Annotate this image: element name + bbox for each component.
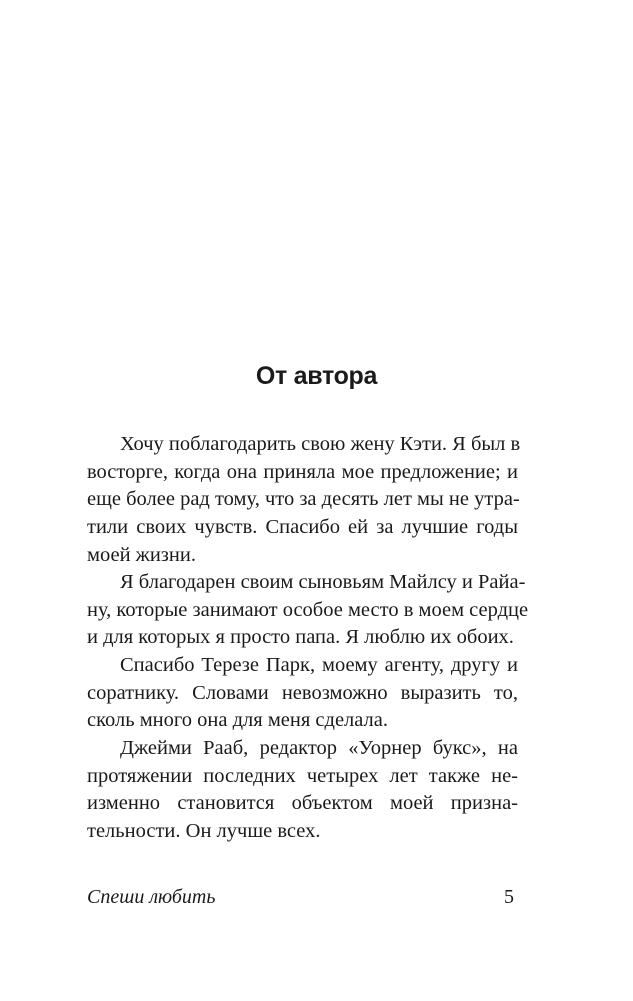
- text-line: Я благодарен своим сыновьям Майлсу и Райа-: [120, 571, 526, 594]
- text-line: ну, которые занимают особое место в моем сердце: [87, 598, 529, 621]
- text-line: тили своих чувств. Спасибо ей за лучшие годы: [87, 515, 518, 538]
- text-line: восторге, когда она приняла мое предложение; и: [87, 460, 518, 483]
- text-line: изменно становится объектом моей призна-: [87, 792, 518, 815]
- page-number: 5: [504, 886, 514, 908]
- text-line: Джейми Рааб, редактор «Уорнер букс», на: [120, 737, 518, 760]
- text-line: еще более рад тому, что за десять лет мы не утра-: [87, 488, 520, 511]
- text-line: и для которых я просто папа. Я люблю их обоих.: [87, 626, 514, 649]
- running-title: Спеши любить: [87, 886, 216, 908]
- text-line: протяжении последних четырех лет также не-: [87, 764, 518, 787]
- text-line: моей жизни.: [87, 543, 196, 566]
- text-line: сколь много она для меня сделала.: [87, 709, 389, 732]
- body-text: [87, 431, 529, 846]
- text-line: Хочу поблагодарить свою жену Кэти. Я был в: [120, 433, 521, 455]
- text-line: Спасибо Терезе Парк, моему агенту, другу и: [120, 654, 518, 677]
- text-line: тельности. Он лучше всех.: [87, 819, 321, 842]
- text-line: соратнику. Словами невозможно выразить то,: [87, 681, 518, 704]
- page-title: От автора: [255, 362, 378, 390]
